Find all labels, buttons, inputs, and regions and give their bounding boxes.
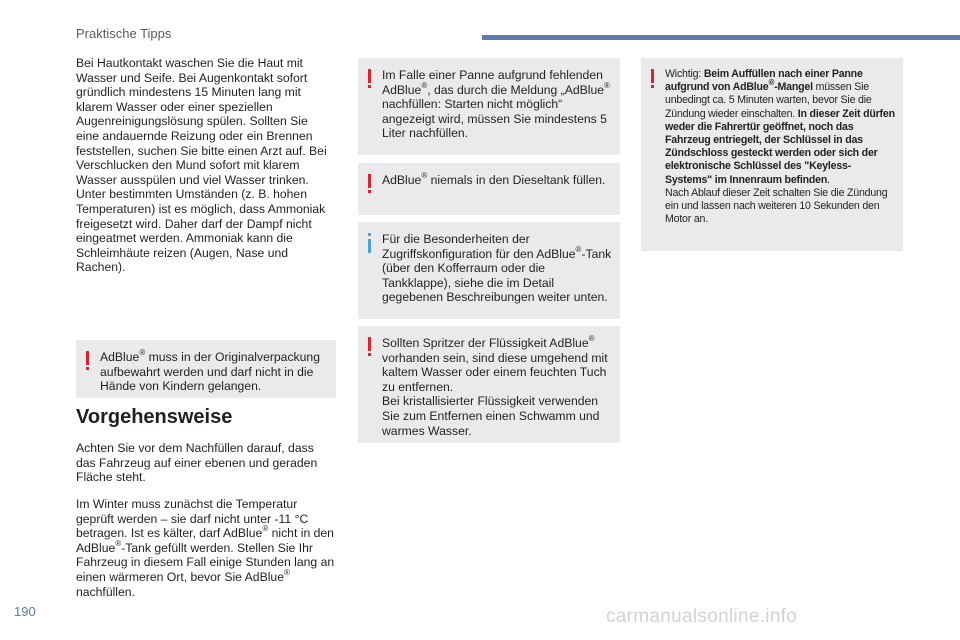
warning-important-text: Wichtig: Beim Auffüllen nach einer Panne aufgrund von AdBlue®-Mangel müssen Sie unbedingt ca. 5 Minuten warten, bevor Sie die Zündung wieder einschalten. In dieser Zeit dürfen weder die Fahrertür geöffnet, noch das Fahrzeug entriegelt, der Schlüssel in das Zündschloss gesteckt werden oder sich der elektronische Schlüssel des "Keyless-Systems" im Innenraum befinden. Nach Ablauf dieser Zeit schalten Sie die Zündung ein und lassen nach weiteren 10 Sekunden den Motor an. <box>665 68 895 226</box>
left-column <box>76 56 328 275</box>
warning-icon <box>368 337 371 351</box>
page-number: 190 <box>14 604 36 619</box>
paragraph-level: Achten Sie vor dem Nachfüllen darauf, dass das Fahrzeug auf einer ebenen und geraden Fläche steht. <box>76 441 318 485</box>
warning-icon <box>651 69 654 83</box>
section-heading: Vorgehensweise <box>76 406 233 428</box>
warning-packaging-text: AdBlue® muss in der Originalverpackung aufbewahrt werden und darf nicht in die Hände von Kindern gelangen. <box>100 347 320 394</box>
level-paragraph-block <box>76 441 328 485</box>
warning-icon <box>368 69 371 83</box>
info-configuration-text: Für die Besonderheiten der Zugriffskonfiguration für den AdBlue®-Tank (über den Kofferraum oder die Tankklappe), siehe die im Detail gegebenen Beschreibungen weiter unten. <box>382 232 612 305</box>
warning-icon <box>86 351 89 365</box>
warning-box-splash <box>358 326 620 443</box>
warning-box-breakdown <box>358 58 620 155</box>
warning-splash-text: Sollten Spritzer der Flüssigkeit AdBlue® vorhanden sein, sind diese umgehend mit kaltem Wasser oder einem feuchten Tuch zu entfernen. Bei kristallisierter Flüssigkeit verwenden Sie zum Entfernen einen Schwamm und warmes Wasser. <box>382 333 608 438</box>
header-accent-bar <box>482 35 960 40</box>
warning-icon <box>368 174 371 188</box>
warning-breakdown-text: Im Falle einer Panne aufgrund fehlenden AdBlue®, das durch die Meldung „AdBlue® nachfüllen: Starten nicht möglich“ angezeigt wird, müssen Sie mindestens 5 Liter nachfüllen. <box>382 68 610 141</box>
intro-paragraph: Bei Hautkontakt waschen Sie die Haut mit Wasser und Seife. Bei Augenkontakt sofort gründlich mindestens 15 Minuten lang mit klarem Wasser oder einer speziellen Augenreinigungslösung spülen. Sollten Sie eine andauernde Reizung oder ein Brennen feststellen, suchen Sie bitte einen Arzt auf. Bei Verschlucken den Mund sofort mit klarem Wasser ausspülen und viel Wasser trinken. Unter bestimmten Umständen (z. B. hohen Temperaturen) ist es möglich, dass Ammoniak freigesetzt wird. Daher darf der Dampf nicht eingeatmet werden. Ammoniak kann die Schleimhäute reizen (Augen, Nase und Rachen). <box>76 56 327 275</box>
warning-diesel-text: AdBlue® niemals in den Dieseltank füllen. <box>382 170 606 187</box>
warning-box-packaging <box>76 340 336 398</box>
info-icon <box>368 239 371 253</box>
paragraph-winter: Im Winter muss zunächst die Temperatur geprüft werden – sie darf nicht unter -11 °C betragen. Ist es kälter, darf AdBlue® nicht in den AdBlue®-Tank gefüllt werden. Stellen Sie Ihr Fahrzeug in diesem Fall einige Stunden lang an einen wärmeren Ort, bevor Sie AdBlue® nachfüllen. <box>76 497 335 599</box>
info-box-configuration <box>358 222 620 319</box>
warning-box-diesel <box>358 163 620 215</box>
watermark-text: carmanualsonline.info <box>606 606 798 627</box>
winter-paragraph-block <box>76 497 338 599</box>
section-title: Praktische Tipps <box>76 26 172 41</box>
warning-box-important <box>641 58 903 251</box>
